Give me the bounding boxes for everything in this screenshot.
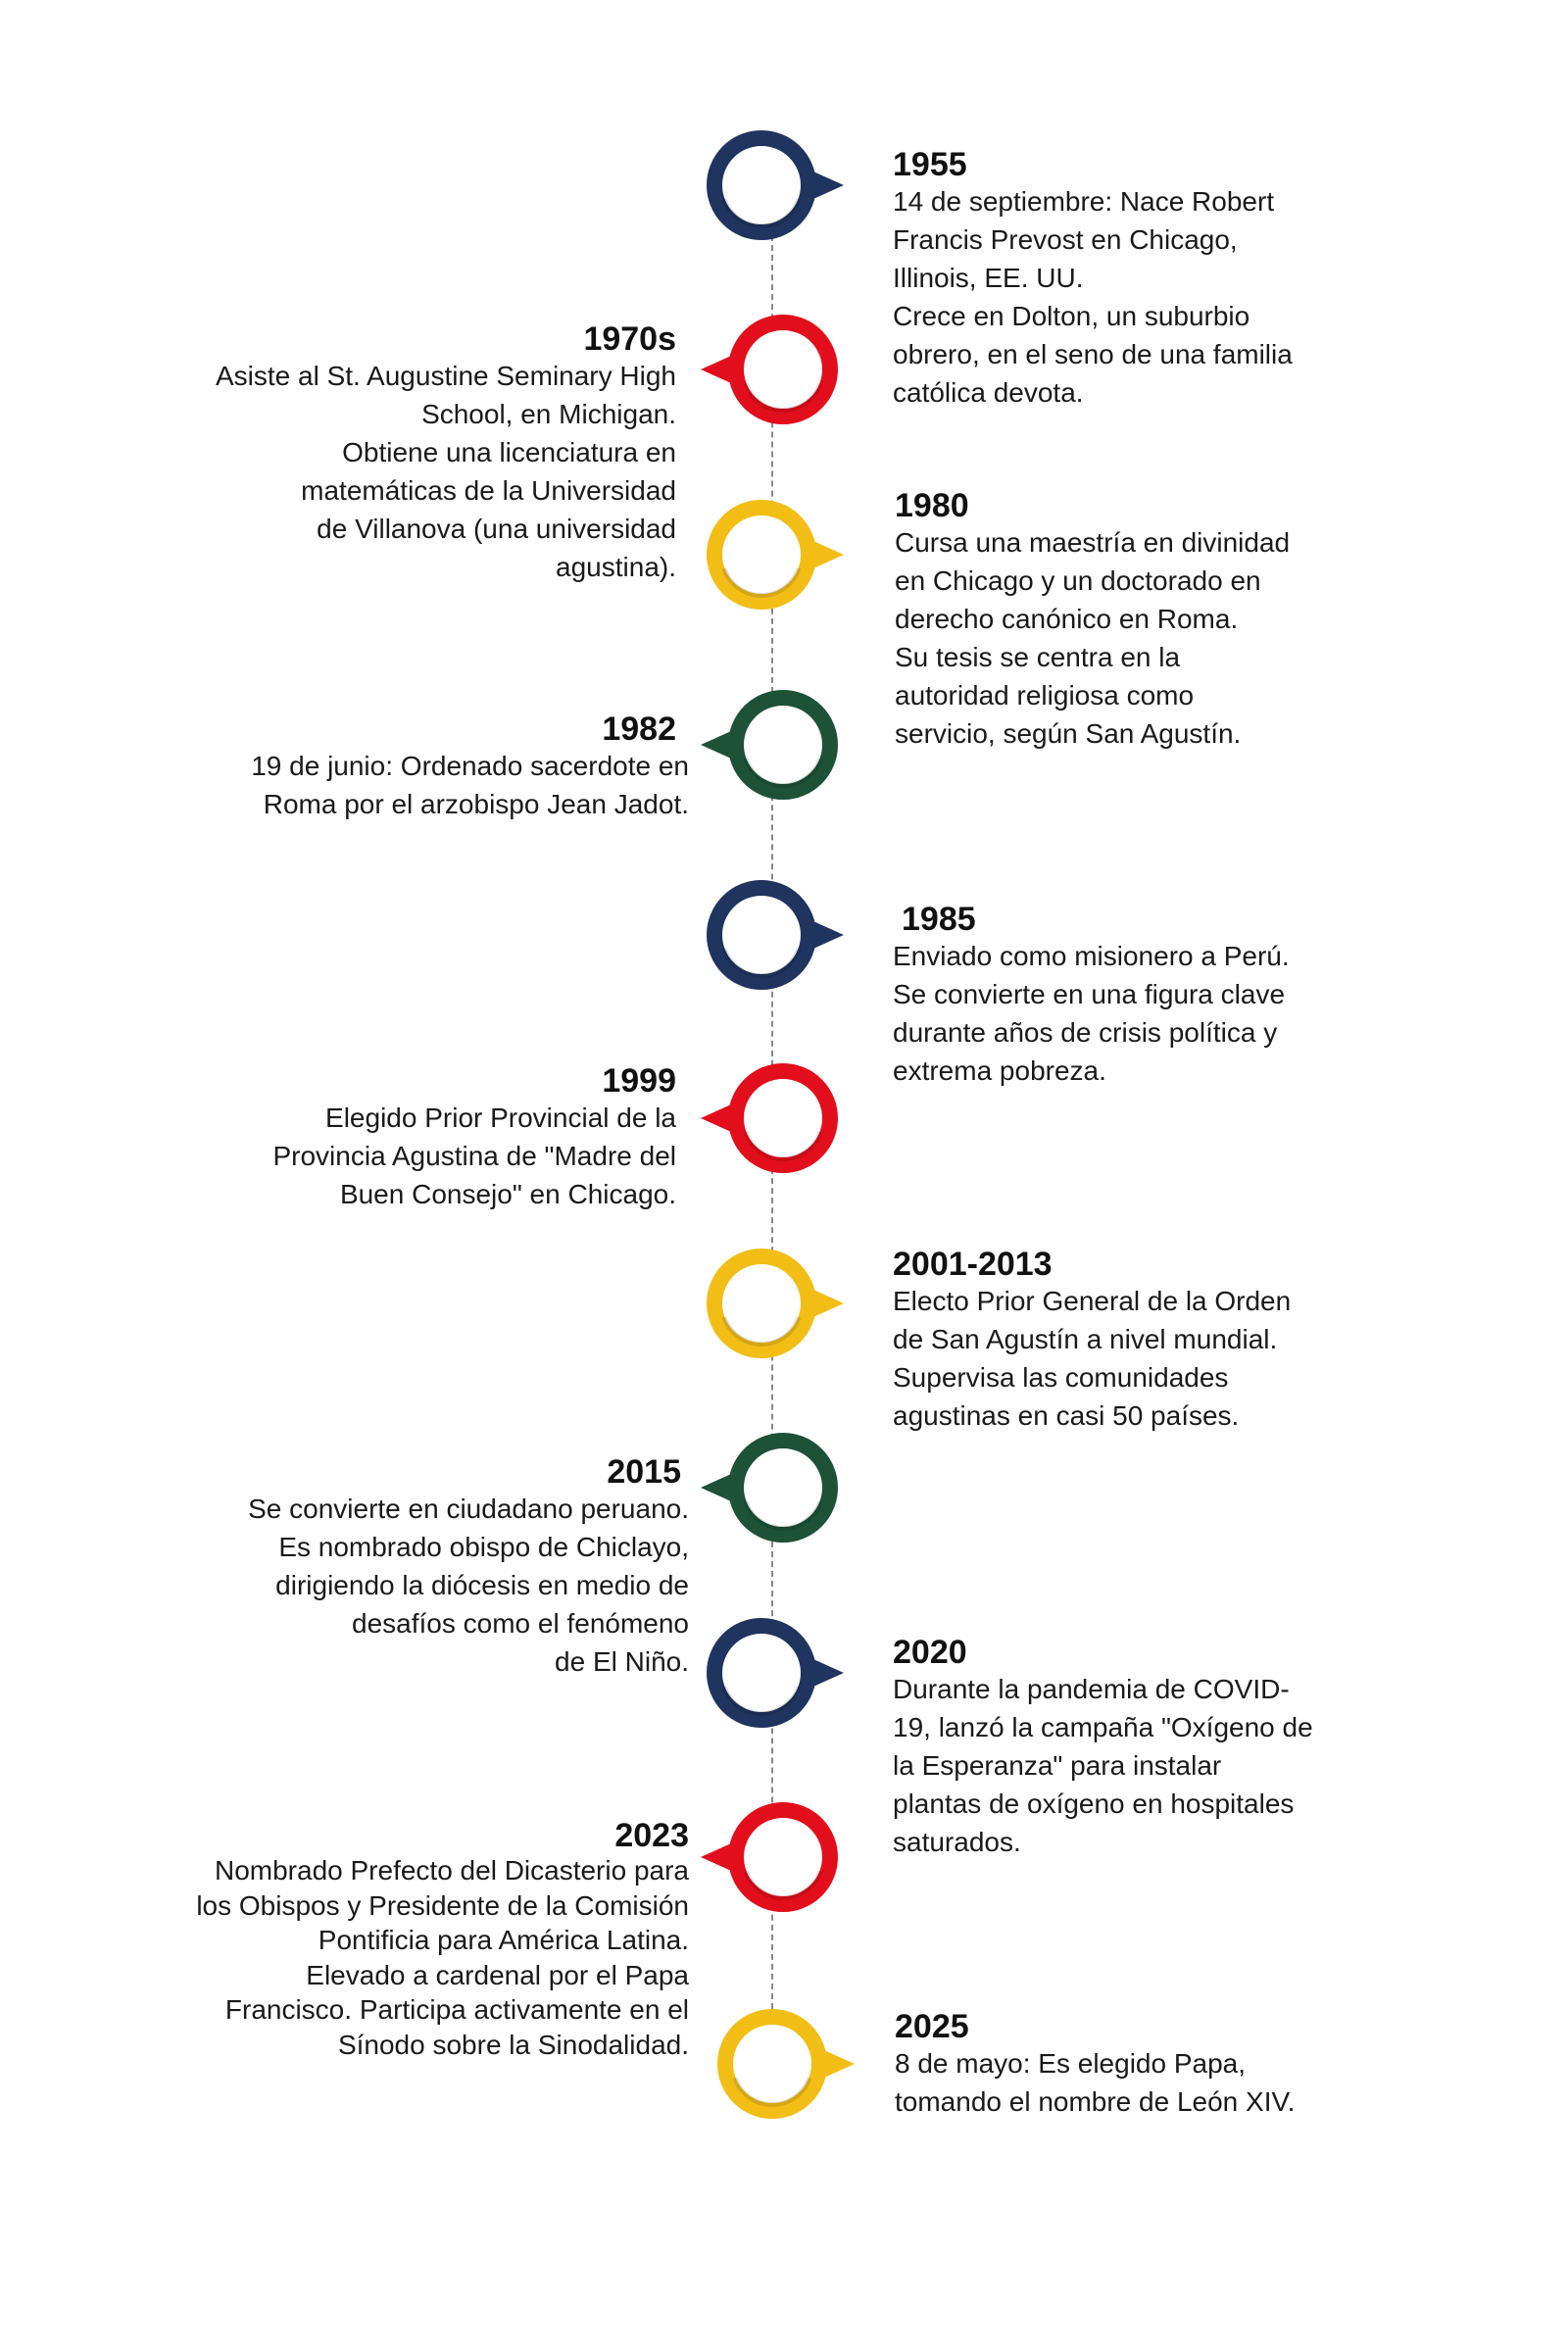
event-text: 14 de septiembre: Nace Robert Francis Prevost en Chicago, Illinois, EE. UU. Crece en Dolton, un suburbio obrero, en el seno de una familia católica devota. [893, 186, 1293, 408]
marker-graphic [714, 2000, 861, 2128]
ring-icon [736, 1071, 830, 1165]
event-1999 [147, 1063, 676, 1213]
marker-graphic [694, 1424, 841, 1551]
event-2020 [893, 1635, 1363, 1861]
event-year: 2020 [893, 1634, 967, 1671]
event-text: Cursa una maestría en divinidad en Chicago y un doctorado en derecho canónico en Roma. Su tesis se centra en la autoridad religiosa como servicio, según San Agustín. [895, 527, 1291, 749]
ring-icon [736, 1441, 830, 1535]
marker-graphic [694, 681, 841, 808]
event-text: 8 de mayo: Es elegido Papa, tomando el nombre de León XIV. [895, 2048, 1296, 2117]
timeline-marker-1999 [694, 1054, 841, 1182]
ring-icon [736, 322, 830, 416]
ring-icon [736, 1810, 830, 1904]
marker-graphic [694, 1793, 841, 1921]
event-year: 1982 [602, 710, 676, 748]
event-year: 1980 [895, 487, 969, 524]
marker-graphic [704, 1609, 851, 1737]
event-year: 1970s [583, 320, 676, 358]
timeline-marker-1970s [694, 306, 841, 433]
event-2015 [160, 1454, 689, 1681]
timeline-marker-1955 [704, 122, 851, 249]
timeline-marker-1980 [704, 491, 851, 618]
event-text: Durante la pandemia de COVID- 19, lanzó la campaña "Oxígeno de la Esperanza" para instalar plantas de oxígeno en hospitales saturados. [893, 1674, 1313, 1857]
timeline-marker-2001-2013 [704, 1240, 851, 1367]
event-2023 [101, 1818, 689, 2062]
event-text: 19 de junio: Ordenado sacerdote en Roma por el arzobispo Jean Jadot. [251, 751, 689, 819]
event-year: 1955 [893, 146, 967, 183]
ring-icon [714, 508, 808, 602]
marker-graphic [704, 871, 851, 999]
event-2025 [895, 2009, 1365, 2121]
marker-graphic [704, 122, 851, 249]
event-year: 2023 [614, 1817, 689, 1854]
event-text: Electo Prior General de la Orden de San Agustín a nivel mundial. Supervisa las comunidades agustinas en casi 50 países. [893, 1286, 1292, 1431]
event-1970s [147, 321, 676, 586]
marker-graphic [694, 306, 841, 433]
event-2001-2013 [893, 1247, 1363, 1435]
ring-icon [736, 698, 830, 792]
marker-graphic [704, 491, 851, 618]
event-1985 [893, 902, 1363, 1090]
timeline-marker-2015 [694, 1424, 841, 1551]
event-year: 2001-2013 [893, 1246, 1053, 1283]
timeline-marker-1985 [704, 871, 851, 999]
timeline-marker-1982 [694, 681, 841, 808]
event-1982 [160, 711, 689, 823]
event-year: 2015 [607, 1453, 681, 1491]
event-text: Elegido Prior Provincial de la Provincia Agustina de "Madre del Buen Consejo" en Chicago. [272, 1102, 676, 1209]
ring-icon [714, 1256, 808, 1350]
event-text: Asiste al St. Augustine Seminary High School, en Michigan. Obtiene una licenciatura en matemáticas de la Universidad de Villanova (una universidad agustina). [215, 361, 676, 582]
ring-icon [714, 1626, 808, 1720]
timeline-marker-2023 [694, 1793, 841, 1921]
event-year: 1999 [602, 1062, 676, 1100]
ring-icon [714, 138, 808, 232]
event-year: 2025 [895, 2008, 969, 2045]
event-1955 [893, 147, 1363, 412]
timeline-marker-2020 [704, 1609, 851, 1737]
ring-icon [725, 2017, 819, 2111]
event-text: Enviado como misionero a Perú. Se convierte en una figura clave durante años de crisis política y extrema pobreza. [893, 941, 1290, 1086]
event-text: Nombrado Prefecto del Dicasterio para los Obispos y Presidente de la Comisión Pontificia para América Latina. Elevado a cardenal por el Papa Francisco. Participa activamente en el Sínodo sobre la Sinodalidad. [196, 1855, 689, 2060]
ring-icon [714, 888, 808, 982]
event-year: 1985 [902, 901, 976, 938]
marker-graphic [694, 1054, 841, 1182]
event-text: Se convierte en ciudadano peruano. Es nombrado obispo de Chiclayo, dirigiendo la diócesis en medio de desafíos como el fenómeno de El Niño. [248, 1494, 689, 1677]
marker-graphic [704, 1240, 851, 1367]
event-1980 [895, 488, 1365, 753]
timeline-marker-2025 [714, 2000, 861, 2128]
